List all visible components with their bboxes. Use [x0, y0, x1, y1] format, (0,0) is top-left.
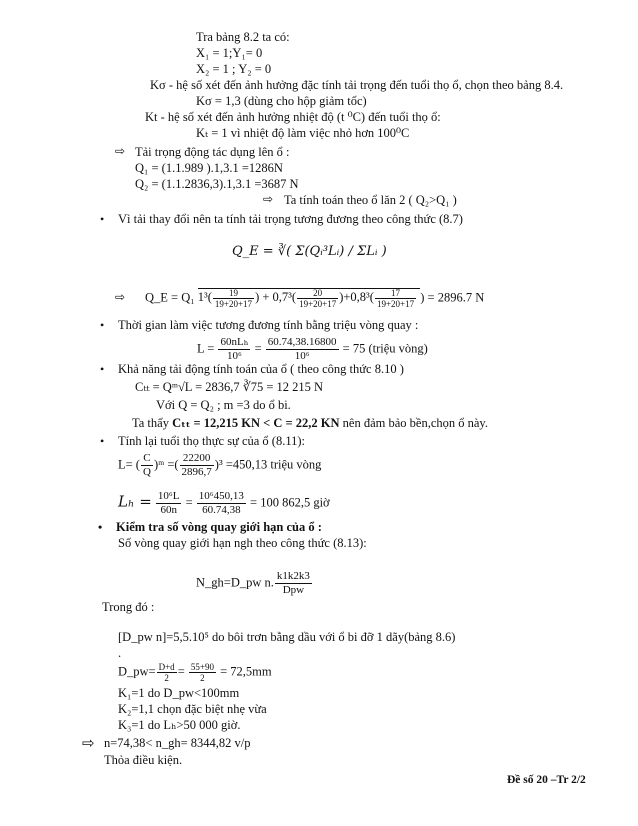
bullet-line-bold: • Kiểm tra số vòng quay giới hạn của ổ :	[116, 520, 322, 534]
text-line: n=74,38< n_gh= 8344,82 v/p	[104, 736, 251, 750]
text-line: Số vòng quay giới hạn ngh theo công thức (8.13):	[118, 536, 367, 550]
text-line: .	[118, 646, 122, 660]
formula-qe-calc: Q_E = Q₁ 1³( $\frac{19}{19+20+17}$ ) + 0,7³( $\frac{20}{19+20+17}$ )+0,8³( $\frac{17}{19+20+17}$ ) = 2896.7 N	[145, 288, 485, 309]
text-line: Tải trọng động tác dụng lên ổ :	[135, 145, 290, 159]
text-line: Với Q = Q₂ ; m =3 do ổ bi.	[156, 398, 291, 412]
page-footer: Đề số 20 –Tr 2/2	[507, 774, 586, 786]
arrow-icon: ⇨	[263, 192, 274, 206]
text-line: Kt - hệ số xét đến ảnh hưởng nhiệt độ (t ⁰C) đến tuổi thọ ổ:	[145, 110, 441, 124]
text-line: K₂=1,1 chọn đặc biệt nhẹ vừa	[118, 702, 267, 716]
text-line: Kσ = 1,3 (dùng cho hộp giảm tốc)	[196, 94, 367, 108]
bullet-line: • Tính lại tuổi thọ thực sự của ổ (8.11):	[118, 434, 305, 448]
formula-lh: Lₕ = $\frac{\text{10⁶L}}{60n}$ = $\frac{\text{10⁶450,13}}{60.74,38}$ = 100 862,5 giờ	[118, 490, 330, 516]
text-line: K₁=1 do D_pw<100mm	[118, 686, 240, 700]
formula-l2: L= ( $\frac{C}{Q}$ )ᵐ =( $\frac{22200}{2896,7}$ )³ =450,13 triệu vòng	[118, 452, 322, 478]
text-line: Q₂ = (1.1.2836,3).1,3.1 =3687 N	[135, 177, 299, 191]
arrow-icon: ⇨	[115, 144, 126, 158]
arrow-icon: ⇨	[82, 734, 95, 752]
text-line: Tra bảng 8.2 ta có:	[196, 30, 290, 44]
text-line: Cₜₜ = Qᵐ√L = 2836,7 ∛75 = 12 215 N	[135, 380, 324, 394]
text-line: Trong đó :	[102, 600, 155, 614]
bullet-line: • Thời gian làm việc tương đương tính bằng triệu vòng quay :	[118, 318, 418, 332]
text-line: K₃=1 do Lₕ>50 000 giờ.	[118, 718, 241, 732]
text-line: X₂ = 1 ; Y₂ = 0	[196, 62, 272, 76]
text-line: X₁ = 1;Y₁= 0	[196, 46, 263, 60]
text-line: Thỏa điều kiện.	[104, 753, 183, 767]
text-line: Q₁ = (1.1.989 ).1,3.1 =1286N	[135, 161, 283, 175]
text-line: Ta tính toán theo ổ lăn 2 ( Q₂>Q₁ )	[284, 193, 457, 207]
text-line: Kσ - hệ số xét đến ảnh hưởng đặc tính tải trọng đến tuổi thọ ổ, chọn theo bảng 8.4.	[150, 78, 564, 92]
bullet-line: • Vì tải thay đổi nên ta tính tải trọng tương đương theo công thức (8.7)	[118, 212, 463, 226]
formula-dpw: D_pw= $\frac{D+d}{2}$ = $\frac{55+90}{2}$ = 72,5mm	[118, 662, 272, 683]
formula-ngh: N_gh=D_pw n. $\frac{k1k2k3}{\text{Dpw}}$	[196, 570, 310, 596]
text-line: Kₜ = 1 vì nhiệt độ làm việc nhỏ hơn 100⁰C	[196, 126, 410, 140]
text-line: [D_pw n]=5,5.10⁵ do bôi trơn bằng dầu với ổ bi đỡ 1 dãy(bảng 8.6)	[118, 630, 456, 644]
arrow-icon: ⇨	[115, 290, 126, 304]
text-line-bold-mix: Ta thấy Cₜₜ = 12,215 KN < C = 22,2 KN nên đảm bảo bền,chọn ổ này.	[132, 416, 488, 430]
formula-l: L = $\frac{\text{60nLₕ}}{\text{10⁶}}$ = $\frac{60.74,38.16800}{\text{10⁶}}$ = 75 (triệu vòng)	[197, 336, 428, 362]
bullet-line: • Khả năng tải động tính toán của ổ ( theo công thức 8.10 )	[118, 362, 404, 376]
formula-qe: Q_E = ∛( Σ(Qᵢ³Lᵢ) / ΣLᵢ )	[232, 244, 387, 259]
